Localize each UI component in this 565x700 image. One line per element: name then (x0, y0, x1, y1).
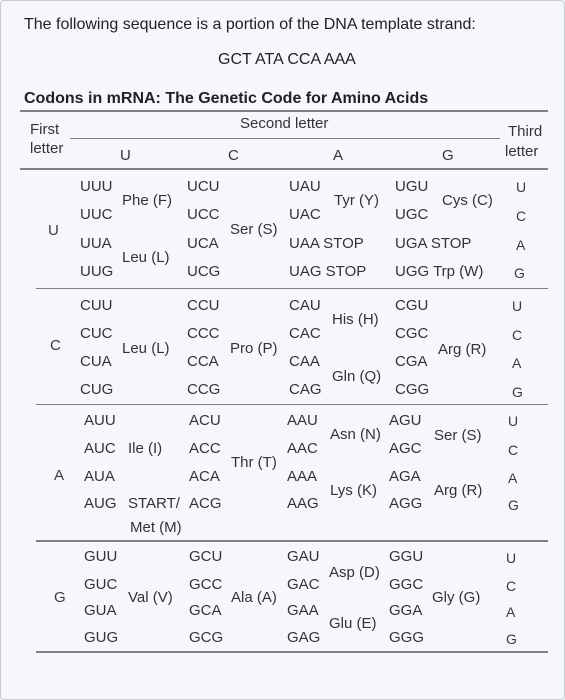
codon-GGU: GGU (389, 548, 424, 565)
codon-ACC: ACC (189, 440, 221, 457)
codon-CGA: CGA (395, 353, 428, 370)
third-letter-a: A (516, 237, 526, 253)
codon-GUG: GUG (84, 629, 119, 646)
question-text: The following sequence is a portion of the DNA template strand: (24, 16, 476, 33)
codon-UUG: UUG (80, 263, 114, 280)
amino-acid-gln: Gln (Q) (332, 368, 382, 385)
codon-UAG: UAG STOP (289, 263, 367, 280)
codon-CUG: CUG (80, 381, 114, 398)
codon-UUA: UUA (80, 235, 112, 252)
codon-GUU: GUU (84, 548, 118, 565)
codon-CCG: CCG (187, 381, 221, 398)
codon-GCC: GCC (189, 576, 223, 593)
amino-acid-leu: Leu (L) (122, 340, 170, 357)
second-letter-g: G (442, 147, 454, 164)
amino-acid-arg: Arg (R) (434, 482, 483, 499)
table-title: Codons in mRNA: The Genetic Code for Amino Acids (24, 90, 429, 107)
codon-UAA: UAA STOP (289, 235, 364, 252)
third-letter-g: G (514, 265, 525, 281)
first-letter-header-1: First (30, 121, 60, 138)
codon-AUA: AUA (84, 468, 115, 485)
table-bottom-rule (36, 651, 548, 653)
third-letter-u: U (516, 179, 527, 195)
codon-AUU: AUU (84, 412, 116, 429)
amino-acid-ile: Ile (I) (128, 440, 163, 457)
codon-AGC: AGC (389, 440, 422, 457)
codon-UGU: UGU (395, 178, 429, 195)
codon-CAA: CAA (289, 353, 320, 370)
codon-CUC: CUC (80, 325, 113, 342)
codon-GUA: GUA (84, 602, 117, 619)
third-letter-a: A (512, 355, 522, 371)
codon-AAG: AAG (287, 495, 319, 512)
codon-CGG: CGG (395, 381, 430, 398)
third-letter-c: C (516, 208, 527, 224)
codon-UUU: UUU (80, 178, 113, 195)
second-letter-c: C (228, 147, 239, 164)
block-divider (36, 288, 548, 289)
codon-CGU: CGU (395, 297, 429, 314)
amino-acid-tyr: Tyr (Y) (334, 192, 379, 209)
codon-UCU: UCU (187, 178, 220, 195)
third-letter-c: C (512, 327, 523, 343)
codon-UCC: UCC (187, 206, 220, 223)
third-letter-header-2: letter (505, 143, 539, 160)
codon-AAU: AAU (287, 412, 318, 429)
codon-AGG: AGG (389, 495, 423, 512)
codon-GAG: GAG (287, 629, 321, 646)
amino-acid-leu: Leu (L) (122, 249, 170, 266)
codon-ACA: ACA (189, 468, 220, 485)
amino-acid-lys: Lys (K) (330, 482, 377, 499)
amino-acid-ala: Ala (A) (231, 589, 277, 606)
codon-CCU: CCU (187, 297, 220, 314)
codon-GAU: GAU (287, 548, 320, 565)
third-letter-c: C (508, 442, 519, 458)
first-letter-u: U (48, 222, 59, 239)
codon-UGA: UGA STOP (395, 235, 472, 252)
amino-acid-glu: Glu (E) (329, 615, 377, 632)
third-letter-header-1: Third (508, 123, 543, 140)
codon-UGC: UGC (395, 206, 429, 223)
codon-AUG: AUG (84, 495, 117, 512)
third-letter-g: G (512, 384, 523, 400)
codon-UCG: UCG (187, 263, 221, 280)
codon-ACU: ACU (189, 412, 221, 429)
codon-GCA: GCA (189, 602, 222, 619)
codon-UAC: UAC (289, 206, 321, 223)
codon-CAC: CAC (289, 325, 321, 342)
codon-GAC: GAC (287, 576, 320, 593)
third-letter-a: A (506, 604, 516, 620)
amino-acid-his: His (H) (332, 311, 379, 328)
amino-acid-asn: Asn (N) (330, 426, 381, 443)
start-label: START/ (128, 495, 180, 512)
codon-AUC: AUC (84, 440, 116, 457)
amino-acid-ser: Ser (S) (434, 427, 482, 444)
codon-UAU: UAU (289, 178, 321, 195)
third-letter-g: G (508, 497, 519, 513)
third-letter-c: C (506, 578, 517, 594)
amino-acid-asp: Asp (D) (329, 564, 380, 581)
amino-acid-val: Val (V) (128, 589, 173, 606)
second-letter-header: Second letter (240, 115, 329, 132)
first-letter-a: A (54, 467, 65, 484)
first-letter-header-2: letter (30, 140, 64, 157)
codon-AAC: AAC (287, 440, 318, 457)
codon-UGG: UGG Trp (W) (395, 263, 484, 280)
codon-CCA: CCA (187, 353, 219, 370)
codon-UUC: UUC (80, 206, 113, 223)
second-letter-u: U (120, 147, 131, 164)
amino-acid-pro: Pro (P) (230, 340, 278, 357)
third-letter-u: U (508, 413, 519, 429)
title-rule (20, 110, 548, 112)
third-letter-u: U (506, 550, 517, 566)
codon-GCU: GCU (189, 548, 223, 565)
codon-GGC: GGC (389, 576, 424, 593)
codon-GGA: GGA (389, 602, 423, 619)
amino-acid-gly: Gly (G) (432, 589, 481, 606)
third-letter-a: A (508, 470, 518, 486)
block-divider (36, 540, 548, 542)
amino-acid-thr: Thr (T) (231, 454, 277, 471)
amino-acid-ser: Ser (S) (230, 221, 278, 238)
third-letter-g: G (506, 631, 517, 647)
codon-UCA: UCA (187, 235, 219, 252)
codon-AGA: AGA (389, 468, 421, 485)
second-letter-a: A (333, 147, 344, 164)
codon-CAU: CAU (289, 297, 321, 314)
codon-CUA: CUA (80, 353, 112, 370)
amino-acid-phe: Phe (F) (122, 192, 173, 209)
codon-AAA: AAA (287, 468, 318, 485)
third-letter-u: U (512, 298, 523, 314)
amino-acid-cys: Cys (C) (442, 192, 493, 209)
codon-GGG: GGG (389, 629, 425, 646)
dna-sequence: GCT ATA CCA AAA (218, 51, 356, 68)
amino-acid-met: Met (M) (130, 519, 182, 536)
codon-GCG: GCG (189, 629, 224, 646)
first-letter-g: G (54, 589, 66, 606)
codon-ACG: ACG (189, 495, 222, 512)
block-divider (36, 404, 548, 405)
codon-GUC: GUC (84, 576, 118, 593)
first-letter-c: C (50, 337, 61, 354)
codon-CGC: CGC (395, 325, 429, 342)
second-letter-rule (70, 138, 500, 139)
codon-CAG: CAG (289, 381, 322, 398)
header-rule (20, 168, 548, 170)
codon-AGU: AGU (389, 412, 422, 429)
codon-CUU: CUU (80, 297, 113, 314)
codon-GAA: GAA (287, 602, 319, 619)
codon-CCC: CCC (187, 325, 220, 342)
amino-acid-arg: Arg (R) (438, 341, 487, 358)
